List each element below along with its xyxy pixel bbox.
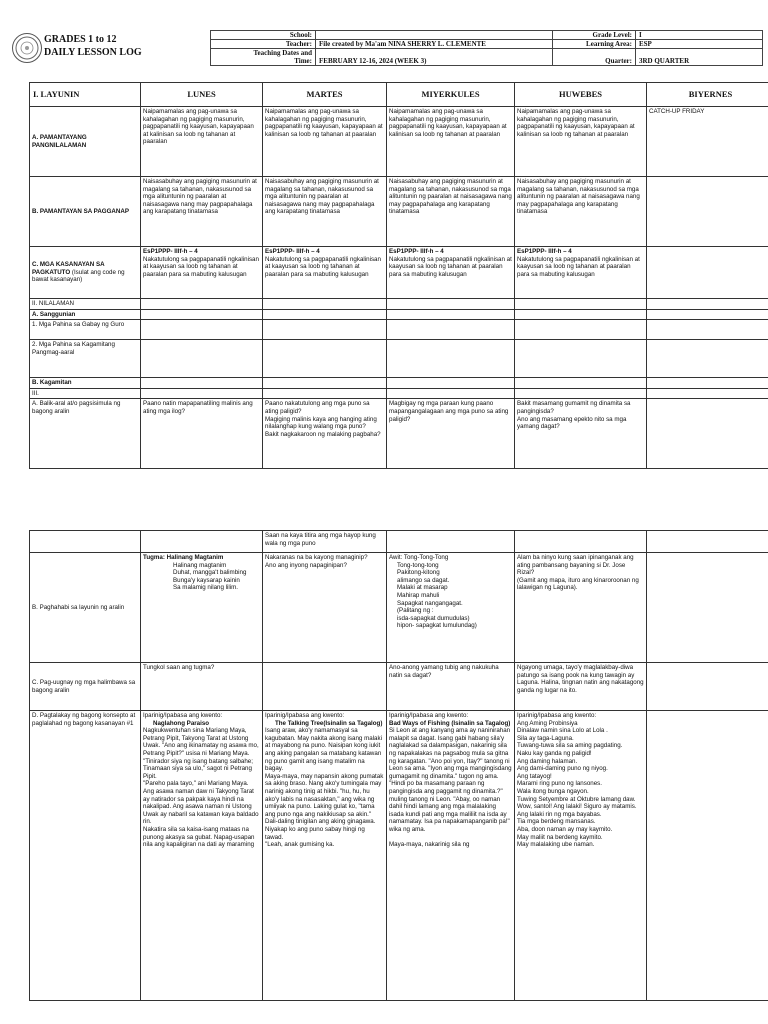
tugma-body: Halinang magtanim Duhat, mangga't balimbing Bunga'y kaysarap kainin Sa malamig nilang lilim. (173, 561, 247, 592)
cell-paghahabi-miyerkules (387, 553, 515, 663)
teacher-label: Teacher: (211, 40, 316, 49)
cell-pagtalakay-biyernes (647, 711, 768, 1001)
awit-title: Awit: Tong-Tong-Tong (389, 554, 449, 561)
story-body: Isang araw, ako'y namamasyal sa kagubatan. May nakita akong isang malaki at mayabong na puno. Naisipan kong iukit ang aking pangalan sa matabang katawan ng puno gamit ang isang matalim na bagay. Maya-maya, may napansin akong pumatak sa aking braso. Nang ako'y tumingala may narinig akong tinig at hikbi. "hu, hu, hu ako'y labis na nasasaktan," ang wika ng umiiyak na puno. Laking gulat ko, "tama ang puno nga ang nakikiusap sa akin." Dali-daling tinigilan ang aking ginagawa. Niyakap ko ang puno sabay hingi ng tawad. "Leah, anak gumising ka. (265, 727, 384, 849)
kasanayan-subtitle: (Isulat ang code ng bawat kasanayan) (32, 268, 125, 284)
dates-label (211, 49, 316, 66)
grade-level-label: Grade Level: (553, 31, 636, 40)
cell-pag-uugnay-biyernes (647, 663, 768, 711)
competency-code: EsP1PPP- IIIf-h – 4 (143, 248, 198, 255)
story-intro: Iparinig/Ipabasa ang kwento: (389, 712, 469, 719)
cell-c-lunes (141, 247, 263, 299)
story-intro: Iparinig/Ipabasa ang kwento: (517, 712, 597, 719)
cell-a-miyerkules: Naipamamalas ang pag-unawa sa kahalagahan ng pagiging masunurin, pagpapanatili ng kaayusan, kapayapaan at kalinisan sa loob ng tahanan at paaralan (387, 107, 515, 177)
competency-text: Nakatutulong sa pagpapanatili ngkalinisan at kaayusan sa loob ng tahanan at paaralan para sa mabuting kalusugan (517, 255, 640, 278)
row-label-pag-uugnay: C. Pag-uugnay ng mga halimbawa sa bagong aralin (30, 663, 141, 711)
cell-balik-lunes: Paano natin mapapanatiling malinis ang ating mga ilog? (141, 399, 263, 469)
doc-title-line2: DAILY LESSON LOG (44, 47, 142, 58)
row-label-nilalaman: II. NILALAMAN (30, 299, 141, 310)
row-label-pagganap: B. PAMANTAYAN SA PAGGANAP (30, 177, 141, 247)
dates-label-line2: Time: (294, 57, 312, 65)
story-title: Bad Ways of Fishing (Isinalin sa Tagalog) (389, 719, 511, 727)
tugma-title: Tugma: Halinang Magtanim (143, 554, 224, 561)
story-intro: Iparinig/Ipabasa ang kwento: (265, 712, 345, 719)
cell-pag-uugnay-miyerkules: Ano-anong yamang tubig ang nakukuha natin sa dagat? (387, 663, 515, 711)
school-value (316, 31, 553, 40)
grade-level-value: I (636, 31, 763, 40)
cell-b-biyernes (647, 177, 768, 247)
cell-pagtalakay-huwebes (515, 711, 647, 1001)
cell-b-huwebes: Naisasabuhay ang pagiging masunurin at magalang sa tahanan, nakasusunod sa mga alituntunin ng paaralan at naisasagawa nang may pagpapahalaga ang karapatang tinatamasa (515, 177, 647, 247)
row-label-paghahabi: B. Paghahabi sa layunin ng aralin (30, 553, 141, 663)
cell-pagtalakay-lunes (141, 711, 263, 1001)
cell-a-lunes: Naipamamalas ang pag-unawa sa kahalagahan ng pagiging masunurin, pagpapanatili ng kaayusan, kapayapaan at kalinisan sa loob ng tahanan at paaralan (141, 107, 263, 177)
competency-code: EsP1PPP- IIIf-h – 4 (265, 248, 320, 255)
row-label-pamantayang: A. PAMANTAYANG PANGNILALAMAN (30, 107, 141, 177)
header-info-table (210, 30, 763, 66)
cell-a-martes: Naipamamalas ang pag-unawa sa kahalagahan ng pagiging masunurin, pagpapanatili ng kaayusan, kapayapaan at kalinisan sa loob ng tahanan at paaralan (263, 107, 387, 177)
row-label-kagamitang: 2. Mga Pahina sa Kagamitang Pangmag-aaral (30, 340, 141, 378)
school-label: School: (211, 31, 316, 40)
cell-a-biyernes: CATCH-UP FRIDAY (647, 107, 768, 177)
story-title: The Talking Tree(Isinalin sa Tagalog) (275, 719, 383, 727)
competency-text: Nakatutulong sa pagpapanatili ngkalinisan at kaayusan sa loob ng tahanan at paaralan para sa mabuting kalusugan (265, 255, 381, 278)
story-body: Nagkukwentuhan sina Mariang Maya, Petrang Pipit, Takyong Tarat at Ustong Uwak. "Ano ang ikinamatay ng asawa mo, Petrang Pipit?" usisa ni Mariang Maya. "Tinirador siya ng isang batang salbahe; Tinamaan siya sa ulo," sagot ni Petrang Pipit. "Pareho pala tayo," ani Mariang Maya. Ang asawa naman daw ni Takyong Tarat ay natirador sa pakpak kaya hindi na nakalipad. Ang asawa naman ni Ustong Uwak ay nabaril sa katawan kaya baldado rin. Nakatira sila sa kaisa-isang mataas na punong akasya sa gubat. Napag-usapan nila ang kapaligiran na dati ay maraming (143, 727, 259, 849)
cell-c-biyernes (647, 247, 768, 299)
quarter-label: Quarter: (553, 49, 636, 66)
row-label-iii: III. (30, 388, 141, 399)
competency-code: EsP1PPP- IIIf-h – 4 (517, 248, 572, 255)
cell-pag-uugnay-huwebes: Ngayong umaga, tayo'y maglalakbay-diwa patungo sa isang pook na kung tawagin ay Laguna. Halina, tingnan natin ang nakatagong ganda ng lugar na ito. (515, 663, 647, 711)
kasanayan-title: C. MGA KASANAYAN SA PAGKATUTO (32, 261, 105, 276)
cell-c-martes (263, 247, 387, 299)
row-label-gabay: 1. Mga Pahina sa Gabay ng Guro (30, 320, 141, 340)
cell-c-miyerkules (387, 247, 515, 299)
row-label-sanggunian: A. Sanggunian (30, 309, 141, 320)
cell-pag-uugnay-lunes: Tungkol saan ang tugma? (141, 663, 263, 711)
story-intro: Iparinig/Ipabasa ang kwento: (143, 712, 223, 719)
dates-label-line1: Teaching Dates and (253, 49, 312, 57)
story-body: Dinalaw namin sina Lolo at Lola . Sila ay taga-Laguna. Tuwang-tuwa sila sa aming pagdating. Naku kay ganda ng paligid! Ang daming halaman. Ang dami-daming puno ng niyog. Ang tatayog! Marami ring puno ng lansones. Wala itong bunga ngayon. Tuwing Setyembre at Oktubre lamang daw. Wow, santol! Ang lalaki! Siguro ay matamis. Ang lalaki rin ng mga bayabas. Tia mga berdeng mansanas. Aba, doon naman ay may kaymito. May maliit na berdeng kaymito. May malalaking ube naman. (517, 727, 637, 849)
cell-b-miyerkules: Naisasabuhay ang pagiging masunurin at magalang sa tahanan, nakasusunod sa mga alituntunin ng paaralan at naisasagawa nang may pagpapahalaga ang karapatang tinatamasa (387, 177, 515, 247)
cell-balik-huwebes: Bakit masamang gumamit ng dinamita sa pangingisda? Ano ang masamang epekto nito sa mga yamang dagat? (515, 399, 647, 469)
cell-paghahabi-martes: Nakaranas na ba kayong managinip? Ano ang inyong napaginipan? (263, 553, 387, 663)
competency-text: Nakatutulong sa pagpapanatili ngkalinisan at kaayusan sa loob ng tahanan at paaralan para sa mabuting kalusugan (389, 255, 512, 278)
lesson-log-table-page1 (29, 82, 768, 469)
cell-c-huwebes (515, 247, 647, 299)
col-header-martes: MARTES (263, 83, 387, 107)
cell-b-lunes: Naisasabuhay ang pagiging masunurin at magalang sa tahanan, nakasusunod sa mga alituntunin ng paaralan at naisasagawa nang may pagpapahalaga ang karapatang tinatamasa (141, 177, 263, 247)
dates-value: FEBRUARY 12-16, 2024 (WEEK 3) (316, 49, 553, 66)
learning-area-label: Learning Area: (553, 40, 636, 49)
teacher-value: File created by Ma'am NINA SHERRY L. CLEMENTE (316, 40, 553, 49)
lesson-log-table-page2 (29, 530, 768, 1001)
doc-title-line1: GRADES 1 to 12 (44, 34, 117, 45)
awit-body: Tong-tong-tong Pakitong-kitong alimango sa dagat. Malaki at masarap Mahirap mahuli Sapagkat nangangagat. (Palitang ng : isda-sapagkat dumudulas) hipon- sapagkat lumulundag) (397, 561, 477, 630)
cell-pag-uugnay-martes (263, 663, 387, 711)
quarter-value: 3RD QUARTER (636, 49, 763, 66)
col-header-lunes: LUNES (141, 83, 263, 107)
story-title: Ang Aming Probinsiya (517, 719, 578, 727)
competency-text: Nakatutulong sa pagpapanatili ngkalinisan at kaayusan sa loob ng tahanan at paaralan para sa mabuting kalusugan (143, 255, 259, 278)
cell-paghahabi-biyernes (647, 553, 768, 663)
cell-paghahabi-huwebes: Alam ba ninyo kung saan ipinanganak ang ating pambansang bayaning si Dr. Jose Rizal? (Gamit ang mapa, ituro ang kinaroroonan ng lalawigan ng Laguna). (515, 553, 647, 663)
cell-b-martes: Naisasabuhay ang pagiging masunurin at magalang sa tahanan, nakasusunod sa mga alituntunin ng paaralan at naisasagawa nang may pagpapahalaga ang karapatang tinatamasa (263, 177, 387, 247)
col-header-layunin: I. LAYUNIN (30, 83, 141, 107)
row-label-pagtalakay: D. Pagtalakay ng bagong konsepto at paglalahad ng bagong kasanayan #1 (30, 711, 141, 1001)
cell-a-huwebes: Naipamamalas ang pag-unawa sa kahalagahan ng pagiging masunurin, pagpapanatili ng kaayusan, kapayapaan at kalinisan sa loob ng tahanan at paaralan (515, 107, 647, 177)
cell-paghahabi-lunes (141, 553, 263, 663)
col-header-miyerkules: MIYERKULES (387, 83, 515, 107)
learning-area-value: ESP (636, 40, 763, 49)
story-body: Si Leon at ang kanyang ama ay naninirahan malapit sa dagat. Isang gabi habang sila'y naglalakad sa dalampasigan, nakarinig sila ng napakalakas na pagsabog mula sa gitna ng karagatan. "Ano poi yon, Itay?" tanong ni Leon sa ama. "Iyon ang mga mangingisdang gumagamit ng dinamita." tugon ng ama. "Hindi po ba masamang paraan ng pangingisda ang paggamit ng dinamita.?" muling tanong ni Leon. "Abay, oo naman dahil hindi lamang ang mga malalaking isada kundi pati ang mga maliliit na isda ay namamatay. Isa pa napakamapanganib pa!" wika ng ama. Maya-maya, nakarinig sila ng (389, 727, 512, 849)
col-header-huwebes: HUWEBES (515, 83, 647, 107)
col-header-biyernes: BIYERNES (647, 83, 768, 107)
cell-balik-miyerkules: Magbigay ng mga paraan kung paano mapangangalagaan ang mga puno sa ating paligid? (387, 399, 515, 469)
cell-pagtalakay-martes (263, 711, 387, 1001)
cell-pagtalakay-miyerkules (387, 711, 515, 1001)
competency-code: EsP1PPP- IIIf-h – 4 (389, 248, 444, 255)
deped-seal-icon (12, 33, 42, 63)
cell-cont-martes: Saan na kaya titira ang mga hayop kung wala ng mga puno (263, 531, 387, 553)
row-label-kagamitan: B. Kagamitan (30, 378, 141, 389)
row-label-balik-aral: A. Balik-aral at/o pagsisimula ng bagong aralin (30, 399, 141, 469)
row-label-kasanayan (30, 247, 141, 299)
story-title: Naglahong Paraiso (153, 719, 210, 727)
cell-balik-martes: Paano nakatutulong ang mga puno sa ating paligid? Magiging malinis kaya ang hanging ating nilalanghap kung walang mga puno? Bakit nagkakaroon ng malaking pagbaha? (263, 399, 387, 469)
cell-balik-biyernes (647, 399, 768, 469)
